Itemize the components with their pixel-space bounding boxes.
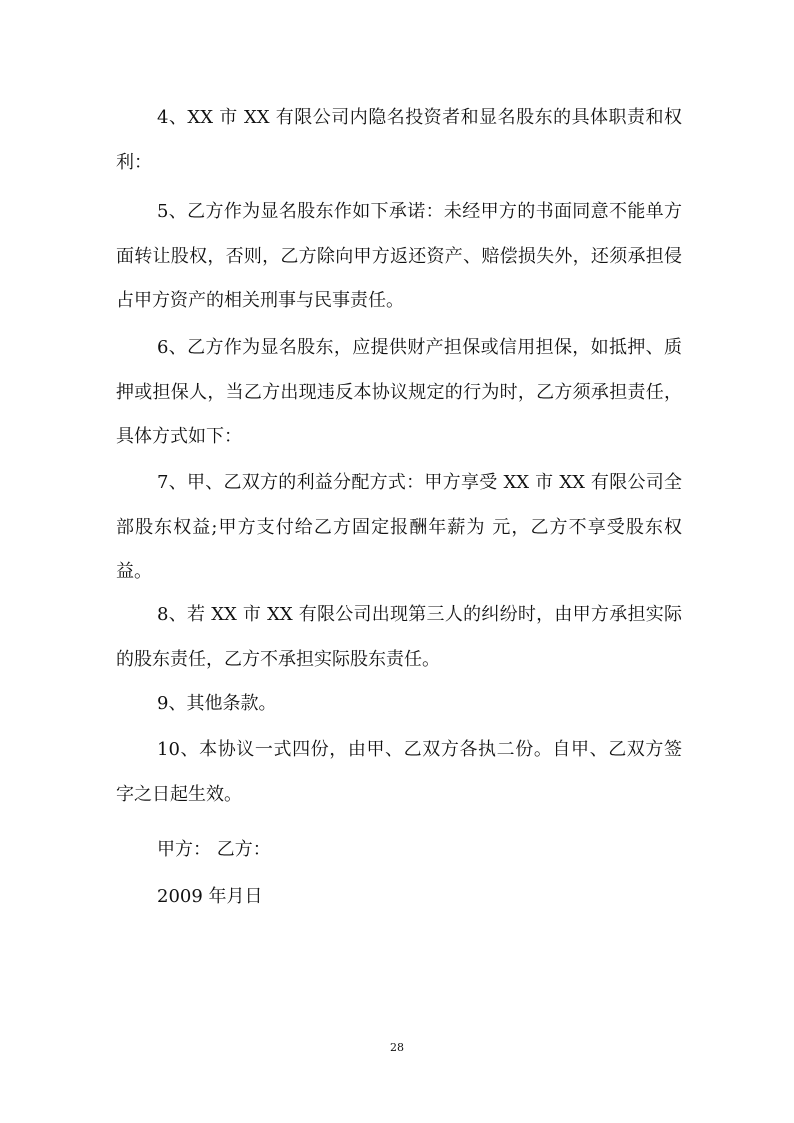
clause-4: 4、XX 市 XX 有限公司内隐名投资者和显名股东的具体职责和权利：: [116, 107, 682, 173]
signature-line: 甲方： 乙方：: [157, 839, 271, 860]
clause-7: 7、甲、乙双方的利益分配方式：甲方享受 XX 市 XX 有限公司全部股东权益;甲方支付给乙方固定报酬年薪为 元，乙方不享受股东权益。: [116, 472, 682, 582]
clause-9: 9、其他条款。: [157, 693, 277, 714]
clause-5: 5、乙方作为显名股东作如下承诺：未经甲方的书面同意不能单方面转让股权，否则，乙方除向甲方返还资产、赔偿损失外，还须承担侵占甲方资产的相关刑事与民事责任。: [116, 201, 682, 311]
page-number: 28: [390, 1041, 404, 1054]
clause-10: 10、本协议一式四份，由甲、乙双方各执二份。自甲、乙双方签字之日起生效。: [116, 739, 682, 805]
clause-6: 6、乙方作为显名股东，应提供财产担保或信用担保，如抵押、质押或担保人，当乙方出现违反本协议规定的行为时，乙方须承担责任，具体方式如下：: [116, 337, 682, 447]
clause-8: 8、若 XX 市 XX 有限公司出现第三人的纠纷时，由甲方承担实际的股东责任，乙方不承担实际股东责任。: [116, 604, 682, 670]
date-line: 2009 年月日: [157, 886, 263, 907]
